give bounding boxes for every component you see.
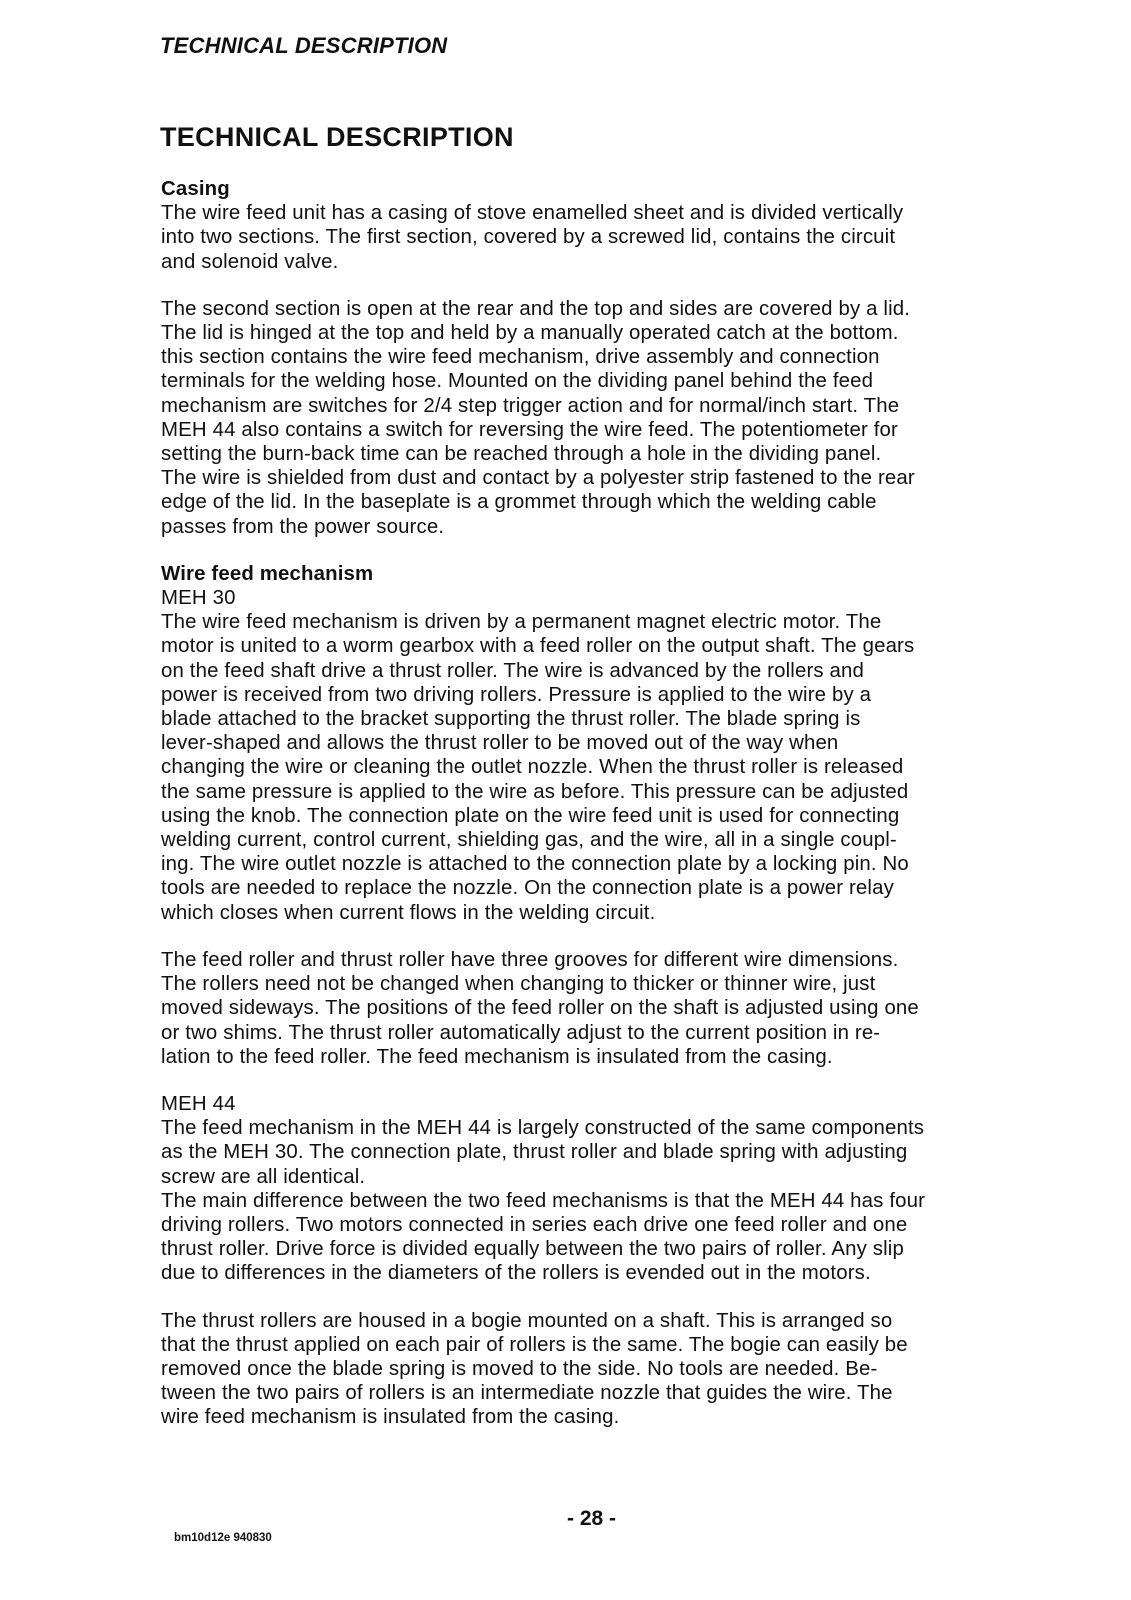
running-header: TECHNICAL DESCRIPTION [160, 33, 448, 58]
text-line: into two sections. The first section, covered by a screwed lid, contains the circuit [161, 226, 896, 249]
text-line: The main difference between the two feed mechanisms is that the MEH 44 has four [161, 1189, 926, 1212]
text-line: The lid is hinged at the top and held by a manually operated catch at the bottom. [161, 322, 899, 345]
text-line: ing. The wire outlet nozzle is attached to the connection plate by a locking pin. No [161, 853, 909, 876]
paragraph [161, 297, 1041, 539]
document-body [161, 177, 1041, 1430]
text-line: thrust roller. Drive force is divided equally between the two pairs of roller. Any slip [161, 1238, 904, 1261]
text-line: The rollers need not be changed when changing to thicker or thinner wire, just [161, 973, 876, 996]
paragraph [161, 201, 1041, 274]
text-line: due to differences in the diameters of the rollers is evended out in the motors. [161, 1262, 871, 1285]
text-line: passes from the power source. [161, 515, 445, 538]
text-line: power is received from two driving rollers. Pressure is applied to the wire by a [161, 683, 872, 706]
page-title: TECHNICAL DESCRIPTION [160, 122, 514, 152]
text-line: or two shims. The thrust roller automatically adjust to the current position in re- [161, 1021, 881, 1044]
text-line: tools are needed to replace the nozzle. On the connection plate is a power relay [161, 877, 894, 900]
text-line: mechanism are switches for 2/4 step trigger action and for normal/inch start. The [161, 394, 900, 417]
text-line: The wire feed unit has a casing of stove enamelled sheet and is divided vertically [161, 202, 904, 225]
text-line: on the feed shaft drive a thrust roller. The wire is advanced by the rollers and [161, 659, 865, 682]
text-line: wire feed mechanism is insulated from the casing. [161, 1406, 620, 1429]
text-line: The wire feed mechanism is driven by a permanent magnet electric motor. The [161, 611, 882, 634]
section-heading-casing: Casing [161, 178, 230, 200]
text-line: screw are all identical. [161, 1165, 366, 1188]
text-line: and solenoid valve. [161, 250, 339, 273]
text-line: the same pressure is applied to the wire as before. This pressure can be adjusted [161, 780, 909, 803]
text-line: moved sideways. The positions of the feed roller on the shaft is adjusted using one [161, 997, 919, 1020]
document-code: bm10d12e 940830 [174, 1532, 272, 1544]
text-line: lation to the feed roller. The feed mechanism is insulated from the casing. [161, 1045, 833, 1068]
text-line: The wire is shielded from dust and contact by a polyester strip fastened to the rear [161, 467, 915, 490]
paragraph [161, 610, 1041, 925]
text-line: removed once the blade spring is moved to the side. No tools are needed. Be- [161, 1357, 878, 1380]
text-line: The second section is open at the rear and the top and sides are covered by a lid. [161, 297, 911, 320]
text-line: tween the two pairs of rollers is an intermediate nozzle that guides the wire. The [161, 1382, 893, 1405]
section-heading-wire-feed: Wire feed mechanism [161, 562, 374, 585]
text-line: changing the wire or cleaning the outlet nozzle. When the thrust roller is released [161, 756, 904, 779]
text-line: this section contains the wire feed mechanism, drive assembly and connection [161, 346, 880, 369]
paragraph [161, 1116, 1041, 1285]
text-line: The feed mechanism in the MEH 44 is largely constructed of the same components [161, 1117, 925, 1140]
text-line: which closes when current flows in the welding circuit. [161, 901, 656, 924]
text-line: The thrust rollers are housed in a bogie mounted on a shaft. This is arranged so [161, 1309, 893, 1332]
text-line: that the thrust applied on each pair of rollers is the same. The bogie can easily be [161, 1333, 908, 1356]
text-line: driving rollers. Two motors connected in series each drive one feed roller and one [161, 1213, 908, 1236]
text-line: edge of the lid. In the baseplate is a grommet through which the welding cable [161, 491, 877, 514]
text-line: using the knob. The connection plate on the wire feed unit is used for connecting [161, 804, 900, 827]
text-line: setting the burn-back time can be reached through a hole in the dividing panel. [161, 443, 882, 466]
text-line: The feed roller and thrust roller have three grooves for different wire dimensions. [161, 948, 899, 971]
paragraph [161, 948, 1041, 1069]
text-line: welding current, control current, shielding gas, and the wire, all in a single coupl- [161, 829, 897, 852]
subsection-label-meh44: MEH 44 [161, 1092, 236, 1115]
paragraph [161, 1309, 1041, 1430]
page-number: - 28 - [567, 1507, 617, 1530]
subsection-label-meh30: MEH 30 [161, 587, 236, 610]
text-line: terminals for the welding hose. Mounted on the dividing panel behind the feed [161, 370, 874, 393]
text-line: MEH 44 also contains a switch for reversing the wire feed. The potentiometer for [161, 418, 898, 441]
text-line: blade attached to the bracket supporting the thrust roller. The blade spring is [161, 708, 861, 731]
text-line: as the MEH 30. The connection plate, thrust roller and blade spring with adjusting [161, 1141, 908, 1164]
text-line: lever-shaped and allows the thrust roller to be moved out of the way when [161, 732, 839, 755]
text-line: motor is united to a worm gearbox with a feed roller on the output shaft. The gears [161, 635, 915, 658]
